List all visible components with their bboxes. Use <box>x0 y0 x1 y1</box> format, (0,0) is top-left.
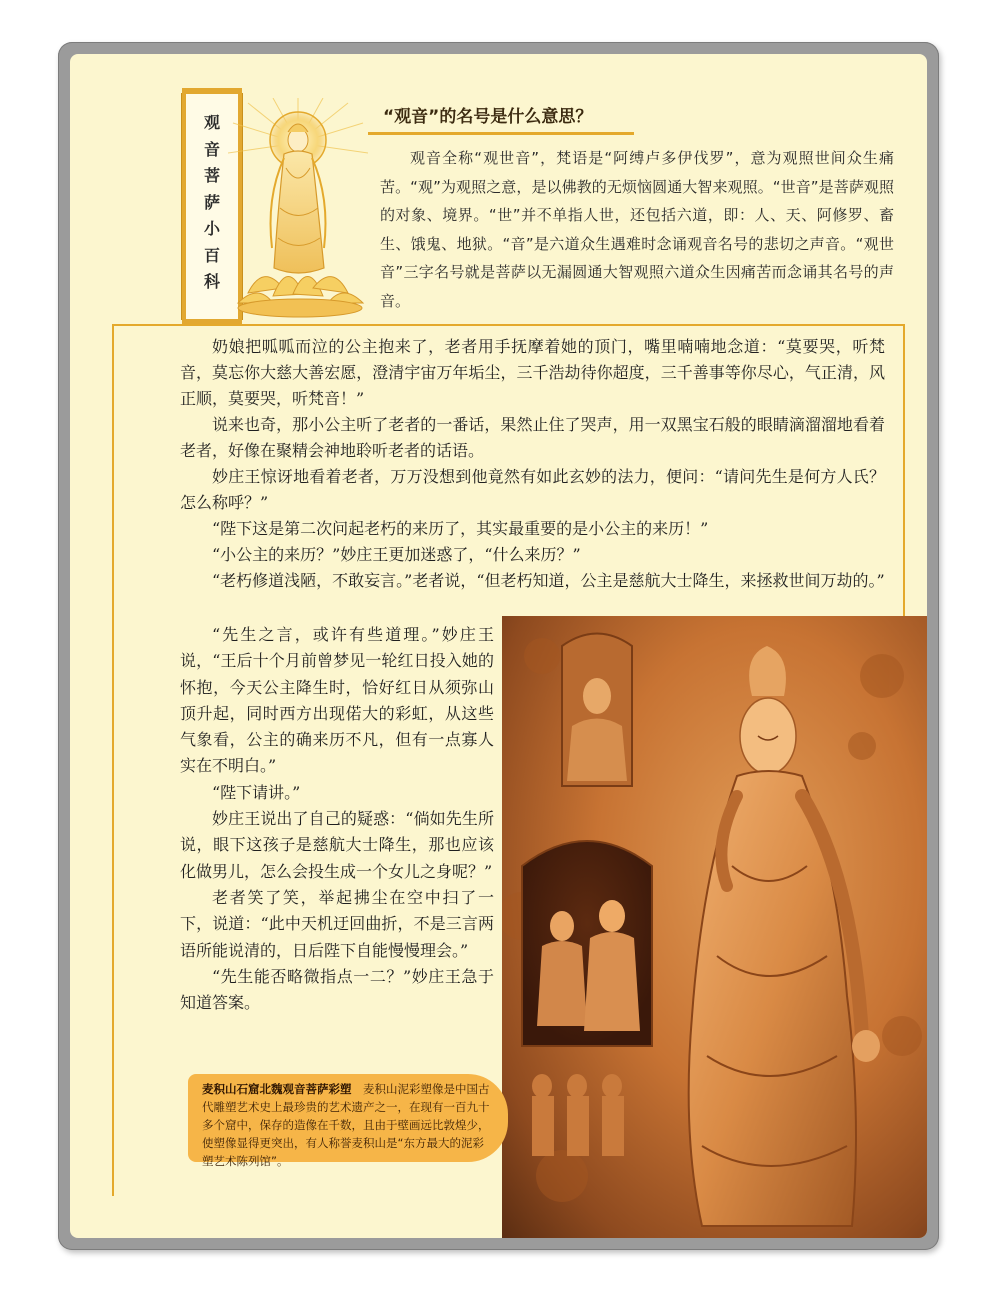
story-wide-text <box>180 334 885 594</box>
story-paragraph: “老朽修道浅陋，不敢妄言。”老者说，“但老朽知道，公主是慈航大士降生，来拯救世间万劫的。” <box>212 571 885 590</box>
sidebar-title-char: 科 <box>203 272 220 291</box>
page <box>70 54 927 1238</box>
tab-bar-top <box>182 88 242 94</box>
story-paragraph: “先生之言，或许有些道理。”妙庄王说，“王后十个月前曾梦见一轮红日投入她的怀抱，今天公主降生时，恰好红日从须弥山顶升起，同时西方出现偌大的彩虹，从这些气象看，公主的确来历不凡，但有一点寡人实在不明白。” <box>180 625 494 776</box>
story-paragraph: 妙庄王惊讶地看着老者，万万没想到他竟然有如此玄妙的法力，便问：“请问先生是何方人氏？怎么称呼？” <box>180 467 885 512</box>
guanyin-illustration <box>228 98 378 323</box>
info-body: 观音全称“观世音”，梵语是“阿缚卢多伊伐罗”，意为观照世间众生痛苦。“观”为观照之意，是以佛教的无烦恼圆通大智来观照。“世音”是菩萨观照的对象、境界。“世”并不单指人世，还包括六道，即：人、天、阿修罗、畜生、饿鬼、地狱。“音”是六道众生遇难时念诵观音名号的悲切之声音。“观世音”三字名号就是菩萨以无漏圆通大智观照六道众生因痛苦而念诵其名号的声音。 <box>380 149 894 310</box>
info-question-title: “观音”的名号是什么意思？ <box>383 107 593 127</box>
story-paragraph: 老者笑了笑，举起拂尘在空中扫了一下，说道：“此中天机迂回曲折，不是三言两语所能说清的，日后陛下自能慢慢理会。” <box>180 887 494 960</box>
story-narrow-text <box>180 622 494 1016</box>
caption-title: 麦积山石窟北魏观音菩萨彩塑 <box>202 1082 352 1096</box>
sidebar-title-char: 小 <box>203 219 220 238</box>
story-paragraph: “陛下这是第二次问起老朽的来历了，其实最重要的是小公主的来历！” <box>212 519 709 538</box>
story-paragraph: “陛下请讲。” <box>212 782 301 802</box>
sidebar-title-char: 观 <box>203 113 220 132</box>
sidebar-title-char: 菩 <box>203 166 220 185</box>
sidebar-title-char: 萨 <box>203 192 220 212</box>
photo-caption <box>188 1074 508 1168</box>
story-paragraph: 奶娘把呱呱而泣的公主抱来了，老者用手抚摩着她的顶门，嘴里喃喃地念道：“莫要哭，听梵音，莫忘你大慈大善宏愿，澄清宇宙万年垢尘，三千浩劫待你超度，三千善事等你尽心，气正清，风正顺，莫要哭，听梵音！” <box>180 337 885 408</box>
story-paragraph: 说来也奇，那小公主听了老者的一番话，果然止住了哭声，用一双黑宝石般的眼睛滴溜溜地看着老者，好像在聚精会神地聆听老者的话语。 <box>180 415 885 460</box>
maijishan-statue-photo <box>502 616 927 1238</box>
guanyin-figure-icon <box>228 98 378 323</box>
story-paragraph: 妙庄王说出了自己的疑惑：“倘如先生所说，眼下这孩子是慈航大士降生，那也应该化做男儿，怎么会投生成一个女儿之身呢？” <box>180 809 494 881</box>
bodhisattva-statue-icon <box>502 616 927 1238</box>
title-underline <box>368 132 634 135</box>
sidebar-title-char: 音 <box>203 139 220 159</box>
caption-text: 麦积山泥彩塑像是中国古代雕塑艺术史上最珍贵的艺术遗产之一，在现有一百九十多个窟中，保存的造像在千数，且由于壁画远比敦煌少，使塑像显得更突出，有人称誉麦积山是“东方最大的泥彩塑艺术陈列馆”。 <box>202 1082 490 1168</box>
sidebar-title-char: 百 <box>203 245 220 265</box>
story-paragraph: “小公主的来历？”妙庄王更加迷惑了，“什么来历？” <box>212 545 581 564</box>
story-paragraph: “先生能否略微指点一二？”妙庄王急于知道答案。 <box>180 966 494 1013</box>
